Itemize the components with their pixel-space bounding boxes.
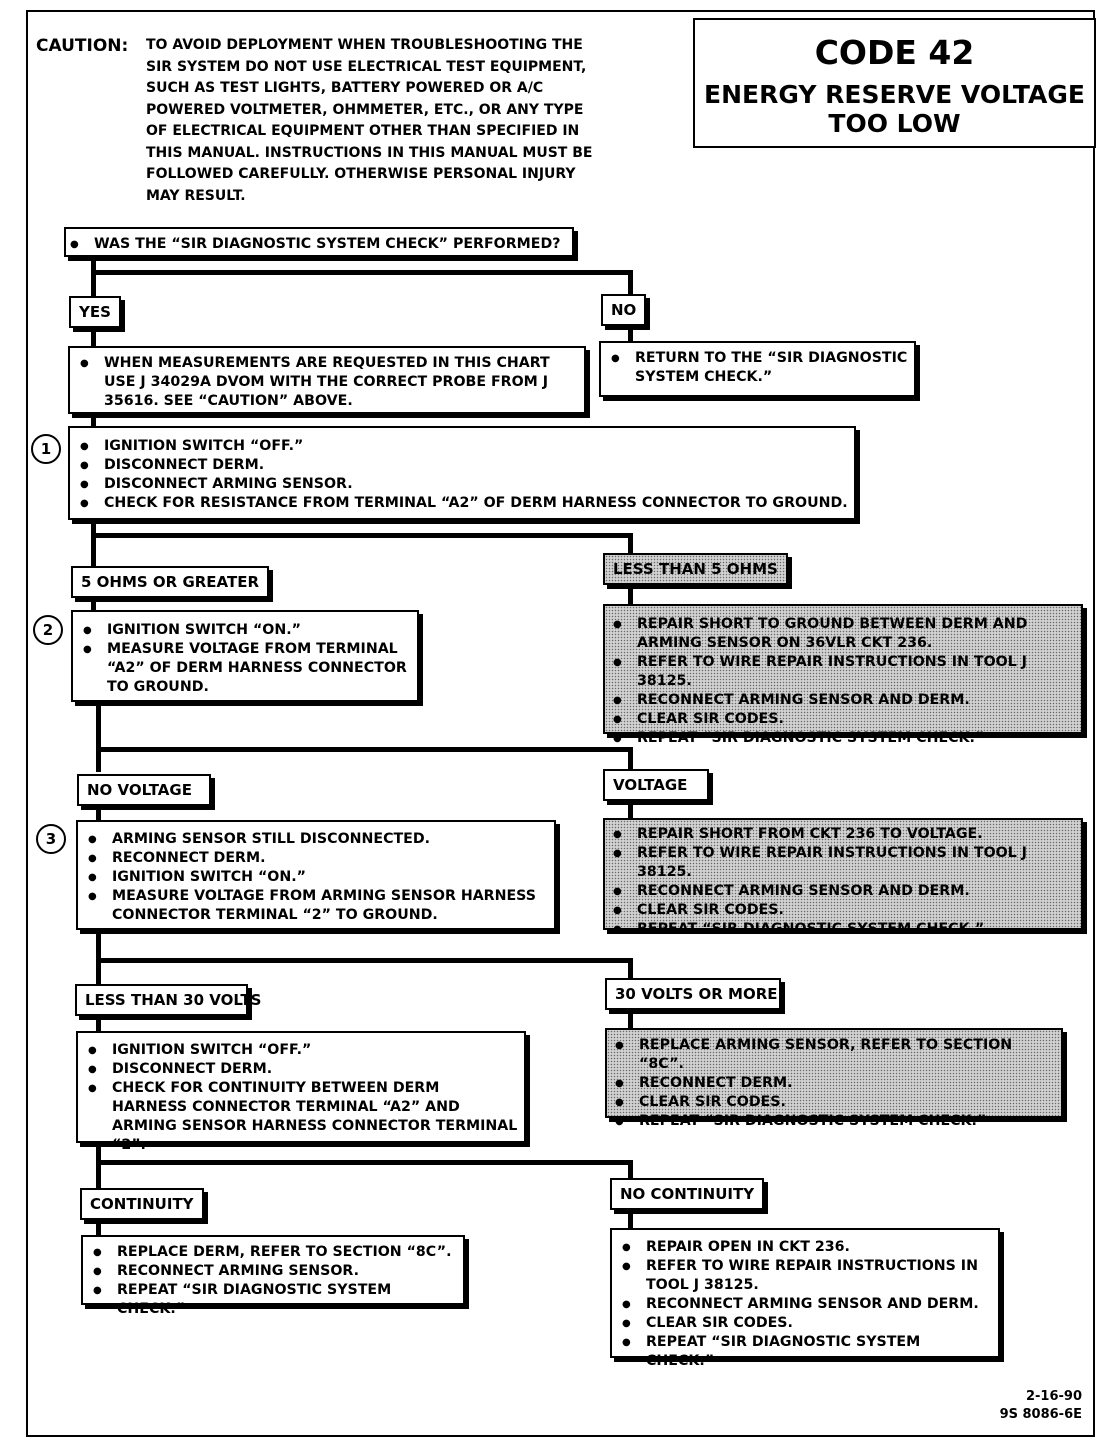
connector-line <box>91 270 633 275</box>
connector-line <box>628 747 633 771</box>
instruction-item: ● CLEAR SIR CODES. <box>611 1093 1057 1112</box>
branch-2-left-label: NO VOLTAGE <box>77 774 211 806</box>
caution-text: TO AVOID DEPLOYMENT WHEN TROUBLESHOOTING THE SIR SYSTEM DO NOT USE ELECTRICAL TEST EQUIPMENT, SUCH AS TEST LIGHTS, BATTERY POWERED OR A/C POWERED VOLTMETER, OHMMETER, ETC., OR ANY TYPE OF ELECTRICAL EQUIPMENT OTHER THAN SPECIFIED IN THIS MANUAL. INSTRUCTIONS IN THIS MANUAL MUST BE FOLLOWED CAREFULLY. OTHERWISE PERSONAL INJURY MAY RESULT. <box>146 37 593 204</box>
step-item: ● RECONNECT DERM. <box>84 849 548 868</box>
instruction-item: ● RECONNECT ARMING SENSOR. <box>89 1262 457 1281</box>
step-item: ● IGNITION SWITCH “ON.” <box>79 621 411 640</box>
step-number-3: 3 <box>36 824 66 854</box>
instruction-item: ● REPAIR OPEN IN CKT 236. <box>618 1238 992 1257</box>
instruction-item: ● RECONNECT ARMING SENSOR AND DERM. <box>609 691 1077 710</box>
connector-line <box>628 1160 633 1180</box>
branch-3-right-box <box>605 1028 1063 1129</box>
connector-line <box>91 326 96 348</box>
connector-line <box>91 533 633 538</box>
step-item: ● CHECK FOR CONTINUITY BETWEEN DERM HARNESS CONNECTOR TERMINAL “A2” AND ARMING SENSOR HARNESS CONNECTOR TERMINAL “2”. <box>84 1079 518 1155</box>
connector-line <box>96 1220 101 1236</box>
instruction-item: ● REPLACE ARMING SENSOR, REFER TO SECTION “8C”. <box>611 1036 1057 1074</box>
branch-2-right-box <box>603 818 1083 937</box>
step-item: ● DISCONNECT ARMING SENSOR. <box>76 475 848 494</box>
instruction-item: ● REPAIR SHORT FROM CKT 236 TO VOLTAGE. <box>609 825 1077 844</box>
step-item: ● MEASURE VOLTAGE FROM ARMING SENSOR HARNESS CONNECTOR TERMINAL “2” TO GROUND. <box>84 887 548 925</box>
instruction-item: ● REPEAT “SIR DIAGNOSTIC SYSTEM CHECK.” <box>611 1112 1057 1131</box>
question-box <box>64 227 574 257</box>
branch-4-left-box <box>81 1235 465 1317</box>
caution-label: CAUTION: <box>36 36 129 56</box>
branch-2-right-label: VOLTAGE <box>603 769 709 801</box>
branch-4-right-box <box>610 1228 1000 1369</box>
connector-line <box>96 1160 633 1165</box>
step-4-box <box>76 1031 526 1153</box>
step-item: ● MEASURE VOLTAGE FROM TERMINAL “A2” OF DERM HARNESS CONNECTOR TO GROUND. <box>79 640 411 697</box>
connector-line <box>96 700 101 772</box>
instruction-item: ● CLEAR SIR CODES. <box>618 1314 992 1333</box>
connector-line <box>91 254 96 296</box>
code-title: CODE 42 <box>814 33 975 72</box>
instruction-item: ● REFER TO WIRE REPAIR INSTRUCTIONS IN TOOL J 38125. <box>618 1257 992 1295</box>
step-1-box <box>68 426 856 520</box>
instruction-item: ● REPLACE DERM, REFER TO SECTION “8C”. <box>89 1243 457 1262</box>
question-text: ● WAS THE “SIR DIAGNOSTIC SYSTEM CHECK” PERFORMED? <box>66 235 572 254</box>
instruction-item: ● CLEAR SIR CODES. <box>609 710 1077 729</box>
instruction-item: ● REPAIR SHORT TO GROUND BETWEEN DERM AND ARMING SENSOR ON 36VLR CKT 236. <box>609 615 1077 653</box>
branch-3-left-label: LESS THAN 30 VOLTS <box>75 984 248 1016</box>
connector-line <box>628 270 633 296</box>
instruction-item: ● WHEN MEASUREMENTS ARE REQUESTED IN THIS CHART USE J 34029A DVOM WITH THE CORRECT PROBE FROM J 35616. SEE “CAUTION” ABOVE. <box>76 354 578 411</box>
instruction-item: ● REPEAT “SIR DIAGNOSTIC SYSTEM CHECK.” <box>609 729 1077 748</box>
connector-line <box>628 582 633 606</box>
branch-3-right-label: 30 VOLTS OR MORE <box>605 978 781 1010</box>
title-box <box>693 18 1096 148</box>
instruction-item: ● REPEAT “SIR DIAGNOSTIC SYSTEM CHECK.” <box>609 920 1077 939</box>
yes-label: YES <box>69 296 121 328</box>
branch-1-right-box <box>603 604 1083 746</box>
connector-line <box>628 1010 633 1030</box>
connector-line <box>628 1210 633 1230</box>
yes-instruction-box <box>68 346 586 414</box>
step-3-box <box>76 820 556 930</box>
instruction-item: ● RETURN TO THE “SIR DIAGNOSTIC SYSTEM CHECK.” <box>607 349 908 387</box>
step-number-1: 1 <box>31 434 61 464</box>
step-item: ● IGNITION SWITCH “ON.” <box>84 868 548 887</box>
instruction-item: ● REFER TO WIRE REPAIR INSTRUCTIONS IN TOOL J 38125. <box>609 653 1077 691</box>
instruction-item: ● REPEAT “SIR DIAGNOSTIC SYSTEM CHECK.” <box>618 1333 992 1371</box>
instruction-item: ● CLEAR SIR CODES. <box>609 901 1077 920</box>
instruction-item: ● RECONNECT DERM. <box>611 1074 1057 1093</box>
branch-4-right-label: NO CONTINUITY <box>610 1178 764 1210</box>
step-item: ● DISCONNECT DERM. <box>76 456 848 475</box>
connector-line <box>628 958 633 980</box>
step-item: ● ARMING SENSOR STILL DISCONNECTED. <box>84 830 548 849</box>
instruction-item: ● REPEAT “SIR DIAGNOSTIC SYSTEM CHECK.” <box>89 1281 457 1319</box>
connector-line <box>96 747 633 752</box>
no-instruction-box <box>599 341 916 397</box>
connector-line <box>96 958 633 963</box>
step-item: ● CHECK FOR RESISTANCE FROM TERMINAL “A2” OF DERM HARNESS CONNECTOR TO GROUND. <box>76 494 848 513</box>
title-line-2: TOO LOW <box>828 109 961 138</box>
connector-line <box>91 518 96 568</box>
branch-1-right-label: LESS THAN 5 OHMS <box>603 553 788 585</box>
instruction-item: ● RECONNECT ARMING SENSOR AND DERM. <box>618 1295 992 1314</box>
step-number-2: 2 <box>33 615 63 645</box>
connector-line <box>628 533 633 555</box>
step-item: ● DISCONNECT DERM. <box>84 1060 518 1079</box>
step-2-box <box>71 610 419 702</box>
footer-code: 9S 8086-6E <box>999 1407 1082 1422</box>
instruction-item: ● RECONNECT ARMING SENSOR AND DERM. <box>609 882 1077 901</box>
step-item: ● IGNITION SWITCH “OFF.” <box>76 437 848 456</box>
branch-4-left-label: CONTINUITY <box>80 1188 204 1220</box>
connector-line <box>96 928 101 984</box>
branch-1-left-label: 5 OHMS OR GREATER <box>71 566 269 598</box>
connector-line <box>628 800 633 820</box>
footer-date: 2-16-90 <box>1025 1389 1082 1404</box>
step-item: ● IGNITION SWITCH “OFF.” <box>84 1041 518 1060</box>
instruction-item: ● REFER TO WIRE REPAIR INSTRUCTIONS IN TOOL J 38125. <box>609 844 1077 882</box>
title-line-1: ENERGY RESERVE VOLTAGE <box>704 80 1085 109</box>
no-label: NO <box>601 294 646 326</box>
